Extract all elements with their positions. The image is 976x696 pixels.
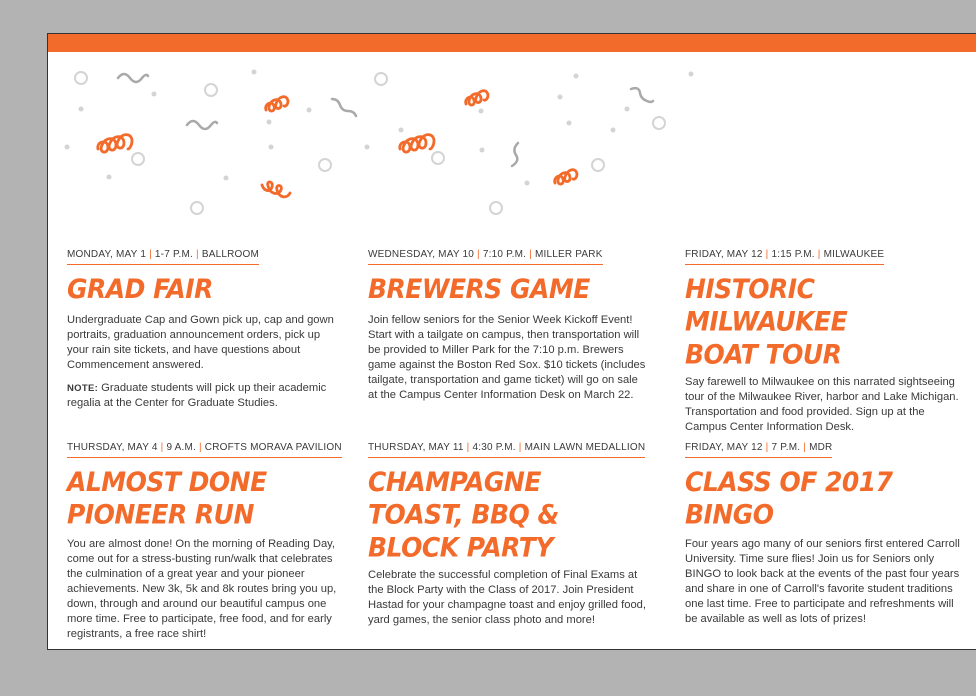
event-description: Say farewell to Milwaukee on this narrated sightseeing tour of the Milwaukee River, harbor and Lake Michigan. Transportation and food provided. Sign up at the Campus Center Information Desk. bbox=[685, 376, 959, 433]
event-card-grad-fair bbox=[67, 244, 342, 411]
event-meta: FRIDAY, MAY 12 | 1:15 P.M. | MILWAUKEE bbox=[685, 249, 884, 265]
top-accent-bar bbox=[48, 34, 976, 52]
event-meta: FRIDAY, MAY 12 | 7 P.M. | MDR bbox=[685, 442, 832, 458]
event-meta: MONDAY, MAY 1 | 1-7 P.M. | BALLROOM bbox=[67, 249, 259, 265]
event-time: 9 A.M. bbox=[166, 442, 196, 453]
event-title: CHAMPAGNE TOAST, BBQ & BLOCK PARTY bbox=[368, 467, 559, 563]
event-day: FRIDAY, MAY 12 bbox=[685, 249, 763, 260]
event-day: MONDAY, MAY 1 bbox=[67, 249, 147, 260]
event-description: You are almost done! On the morning of Reading Day, come out for a stress-busting run/walk that celebrates the culmination of a great year and your pioneer achievements. New 3k, 5k and 8k routes bring you up, down, through and around our beautiful campus one more time. Free to participate, free food, and for early registrants, a free race shirt! bbox=[67, 538, 337, 640]
event-meta: THURSDAY, MAY 11 | 4:30 P.M. | MAIN LAWN MEDALLION bbox=[368, 442, 645, 458]
event-day: FRIDAY, MAY 12 bbox=[685, 442, 763, 453]
event-location: MDR bbox=[809, 442, 833, 453]
event-title: CLASS OF 2017 BINGO bbox=[685, 467, 893, 531]
event-title: ALMOST DONE PIONEER RUN bbox=[67, 467, 267, 531]
event-location: BALLROOM bbox=[201, 249, 260, 260]
event-day: THURSDAY, MAY 4 bbox=[67, 442, 158, 453]
event-day: WEDNESDAY, MAY 10 bbox=[368, 249, 475, 260]
event-time: 1:15 P.M. bbox=[771, 249, 815, 260]
event-card-boat-tour bbox=[685, 244, 963, 435]
event-card-block-party bbox=[368, 437, 650, 628]
event-card-bingo bbox=[685, 437, 963, 627]
event-location: MILWAUKEE bbox=[823, 249, 885, 260]
event-description: Celebrate the successful completion of Final Exams at the Block Party with the Class of 2017. Join President Hastad for your champagne toast and enjoy grilled food, yard games, the senior class photo and more! bbox=[368, 569, 646, 626]
flyer-page bbox=[47, 33, 976, 650]
event-description: Four years ago many of our seniors first entered Carroll University. Time sure flies! Join us for Seniors only BINGO to look back at the events of the past four years and share in one of Carroll's favorite student traditions one last time. Free to participate and refreshments will be available as well as lots of prizes! bbox=[685, 538, 960, 625]
note-text: Graduate students will pick up their academic regalia at the Center for Graduate Studies. bbox=[67, 382, 327, 409]
event-meta: THURSDAY, MAY 4 | 9 A.M. | CROFTS MORAVA PAVILION bbox=[67, 442, 342, 458]
event-description: Undergraduate Cap and Gown pick up, cap and gown portraits, graduation announcement orders, pick up your rain site tickets, and have questions about Commencement answered. bbox=[67, 314, 334, 371]
event-time: 7:10 P.M. bbox=[482, 249, 527, 260]
event-location: MAIN LAWN MEDALLION bbox=[524, 442, 646, 453]
event-time: 4:30 P.M. bbox=[472, 442, 516, 453]
event-time: 7 P.M. bbox=[771, 442, 801, 453]
event-description: Join fellow seniors for the Senior Week Kickoff Event! Start with a tailgate on campus, then transportation will be provided to Miller Park for the 7:10 p.m. Brewers game against the Boston Red Sox. $10 tickets (includes tailgate, transportation and game ticket) will go on sale at the Campus Center Information Desk on March 22. bbox=[368, 314, 646, 401]
event-location: CROFTS MORAVA PAVILION bbox=[204, 442, 342, 453]
event-day: THURSDAY, MAY 11 bbox=[368, 442, 464, 453]
event-location: MILLER PARK bbox=[534, 249, 603, 260]
event-title: BREWERS GAME bbox=[368, 274, 590, 305]
event-card-pioneer-run bbox=[67, 437, 342, 642]
event-note bbox=[67, 381, 342, 411]
event-card-brewers-game bbox=[368, 244, 650, 403]
event-time: 1-7 P.M. bbox=[154, 249, 194, 260]
confetti-decoration bbox=[48, 52, 976, 232]
note-label: NOTE: bbox=[67, 383, 99, 394]
event-title: GRAD FAIR bbox=[67, 274, 213, 305]
event-title: HISTORIC MILWAUKEE BOAT TOUR bbox=[685, 274, 848, 370]
event-meta: WEDNESDAY, MAY 10 | 7:10 P.M. | MILLER PARK bbox=[368, 249, 603, 265]
